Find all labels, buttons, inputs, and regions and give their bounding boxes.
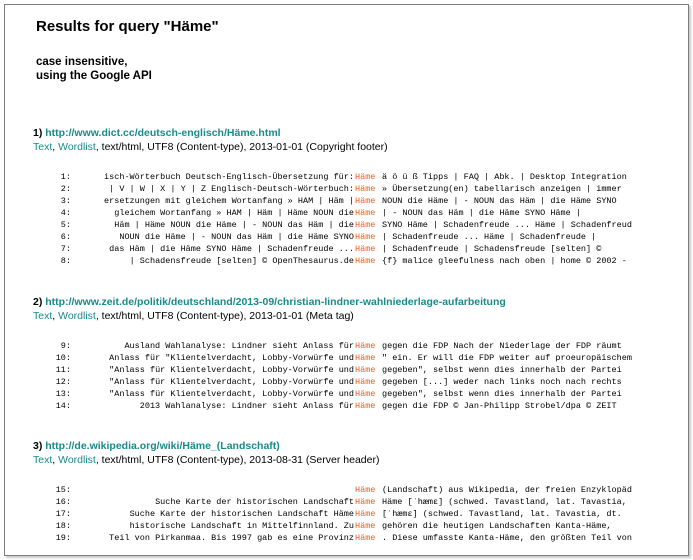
kwic-line	[5, 352, 688, 364]
result-number: 1)	[33, 127, 43, 139]
result-meta-info: , text/html, UTF8 (Content-type), 2013-01-01 (Copyright footer)	[95, 141, 388, 153]
line-number: 16:	[55, 497, 71, 507]
left-context: 2013 Wahlanalyse: Lindner sieht Anlass für	[139, 401, 354, 411]
result-meta: Text, Wordlist, text/html, UTF8 (Content-type), 2013-01-01 (Meta tag)	[33, 310, 354, 322]
kwic-line	[5, 400, 688, 412]
keyword-match: Häme	[355, 353, 376, 363]
keyword-match: Häme	[355, 220, 376, 230]
kwic-line	[5, 195, 688, 207]
keyword-match: Häme	[355, 389, 376, 399]
kwic-line	[5, 496, 688, 508]
text-link[interactable]: Text	[33, 141, 53, 153]
right-context: NOUN die Häme | - NOUN das Häm | die Häme SYNO	[382, 196, 617, 206]
left-context: | V | W | X | Y | Z Englisch-Deutsch-Wörterbuch:	[109, 184, 354, 194]
result-meta: Text, Wordlist, text/html, UTF8 (Content-type), 2013-01-01 (Copyright footer)	[33, 141, 388, 153]
result-heading	[33, 127, 281, 139]
right-context: gegen die FDP Nach der Niederlage der FDP räumt	[382, 341, 622, 351]
wordlist-link[interactable]: Wordlist	[58, 454, 96, 466]
right-context: (Landschaft) aus Wikipedia, der freien Enzyklopäd	[382, 485, 632, 495]
result-number: 3)	[33, 440, 43, 452]
left-context: "Anlass für Klientelverdacht, Lobby-Vorwürfe und	[109, 365, 354, 375]
keyword-match: Häme	[355, 172, 376, 182]
left-context: historische Landschaft in Mittelfinnland. Zu	[129, 521, 354, 531]
kwic-line	[5, 243, 688, 255]
line-number: 4:	[60, 208, 71, 218]
left-context: NOUN die Häme | - NOUN das Häm | die Häme SYNO	[119, 232, 354, 242]
wordlist-link[interactable]: Wordlist	[58, 310, 96, 322]
text-link[interactable]: Text	[33, 310, 53, 322]
right-context: {f} malice gleefulness nach oben | home © 2002 -	[382, 256, 627, 266]
keyword-match: Häme	[355, 256, 376, 266]
left-context: Suche Karte der historischen Landschaft	[155, 497, 354, 507]
line-number: 7:	[60, 244, 71, 254]
keyword-match: Häme	[355, 497, 376, 507]
right-context: . Diese umfasste Kanta-Häme, den größten Teil von	[382, 533, 632, 543]
result-heading	[33, 296, 506, 308]
kwic-line	[5, 532, 688, 544]
result-url-link[interactable]: http://www.zeit.de/politik/deutschland/2013-09/christian-lindner-wahlniederlage-aufarbeitung	[45, 296, 506, 308]
line-number: 2:	[60, 184, 71, 194]
keyword-match: Häme	[355, 521, 376, 531]
kwic-line	[5, 340, 688, 352]
kwic-line	[5, 255, 688, 267]
keyword-match: Häme	[355, 244, 376, 254]
line-number: 6:	[60, 232, 71, 242]
line-number: 17:	[55, 509, 71, 519]
kwic-line	[5, 207, 688, 219]
keyword-match: Häme	[355, 341, 376, 351]
keyword-match: Häme	[355, 509, 376, 519]
right-context: gegeben", selbst wenn dies innerhalb der Partei	[382, 389, 622, 399]
right-context: gegeben [...] weder nach links noch nach rechts	[382, 377, 622, 387]
left-context: | Schadensfreude [selten] © OpenThesaurus.de	[129, 256, 354, 266]
kwic-line	[5, 508, 688, 520]
kwic-block	[5, 484, 688, 544]
kwic-line	[5, 520, 688, 532]
line-number: 15:	[55, 485, 71, 495]
line-number: 5:	[60, 220, 71, 230]
keyword-match: Häme	[355, 196, 376, 206]
keyword-match: Häme	[355, 208, 376, 218]
keyword-match: Häme	[355, 184, 376, 194]
result-number: 2)	[33, 296, 43, 308]
result-meta: Text, Wordlist, text/html, UTF8 (Content-type), 2013-08-31 (Server header)	[33, 454, 380, 466]
right-context: | - NOUN das Häm | die Häme SYNO Häme |	[382, 208, 581, 218]
right-context: " ein. Er will die FDP weiter auf proeuropäischem	[382, 353, 632, 363]
line-number: 11:	[55, 365, 71, 375]
keyword-match: Häme	[355, 232, 376, 242]
right-context: | Schadenfreude | Schadensfreude [selten] ©	[382, 244, 602, 254]
left-context: Suche Karte der historischen Landschaft Häme	[129, 509, 354, 519]
subtitle-api: using the Google API	[36, 70, 152, 82]
kwic-line	[5, 364, 688, 376]
wordlist-link[interactable]: Wordlist	[58, 141, 96, 153]
right-context: gegen die FDP © Jan-Philipp Strobel/dpa © ZEIT	[382, 401, 617, 411]
line-number: 13:	[55, 389, 71, 399]
line-number: 1:	[60, 172, 71, 182]
kwic-line	[5, 231, 688, 243]
keyword-match: Häme	[355, 377, 376, 387]
text-link[interactable]: Text	[33, 454, 53, 466]
right-context: gehören die heutigen Landschaften Kanta-Häme,	[382, 521, 612, 531]
line-number: 14:	[55, 401, 71, 411]
line-number: 9:	[60, 341, 71, 351]
line-number: 12:	[55, 377, 71, 387]
right-context: » Übersetzung(en) tabellarisch anzeigen | immer	[382, 184, 622, 194]
line-number: 8:	[60, 256, 71, 266]
keyword-match: Häme	[355, 485, 376, 495]
left-context: "Anlass für Klientelverdacht, Lobby-Vorwürfe und	[109, 377, 354, 387]
right-context: Häme [ˈhæmɛ] (schwed. Tavastland, lat. Tavastia,	[382, 497, 627, 507]
left-context: Teil von Pirkanmaa. Bis 1997 gab es eine Provinz	[109, 533, 354, 543]
result-meta-info: , text/html, UTF8 (Content-type), 2013-01-01 (Meta tag)	[95, 310, 354, 322]
left-context: Häm | Häme NOUN die Häme | - NOUN das Häm | die	[114, 220, 354, 230]
left-context: Anlass für "Klientelverdacht, Lobby-Vorwürfe und	[109, 353, 354, 363]
keyword-match: Häme	[355, 365, 376, 375]
right-context: | Schadenfreude ... Häme | Schadenfreude |	[382, 232, 597, 242]
line-number: 18:	[55, 521, 71, 531]
left-context: "Anlass für Klientelverdacht, Lobby-Vorwürfe und	[109, 389, 354, 399]
right-context: gegeben", selbst wenn dies innerhalb der Partei	[382, 365, 622, 375]
line-number: 19:	[55, 533, 71, 543]
left-context: gleichem Wortanfang » HAM | Häm | Häme NOUN die	[114, 208, 354, 218]
line-number: 10:	[55, 353, 71, 363]
kwic-block	[5, 340, 688, 412]
keyword-match: Häme	[355, 533, 376, 543]
kwic-line	[5, 171, 688, 183]
kwic-line	[5, 388, 688, 400]
page-title: Results for query "Häme"	[36, 18, 219, 35]
result-heading	[33, 440, 280, 452]
kwic-line	[5, 219, 688, 231]
kwic-line	[5, 183, 688, 195]
line-number: 3:	[60, 196, 71, 206]
right-context: SYNO Häme | Schadenfreude ... Häme | Schadenfreud	[382, 220, 632, 230]
right-context: [ˈhæmɛ] (schwed. Tavastland, lat. Tavastia, dt.	[382, 509, 622, 519]
left-context: Ausland Wahlanalyse: Lindner sieht Anlass für	[124, 341, 354, 351]
kwic-block	[5, 171, 688, 267]
subtitle-case: case insensitive,	[36, 56, 128, 68]
left-context: das Häm | die Häme SYNO Häme | Schadenfreude ...	[109, 244, 354, 254]
keyword-match: Häme	[355, 401, 376, 411]
left-context: ersetzungen mit gleichem Wortanfang » HAM | Häm |	[104, 196, 354, 206]
right-context: ä ö ü ß Tipps | FAQ | Abk. | Desktop Integration	[382, 172, 627, 182]
result-url-link[interactable]: http://de.wikipedia.org/wiki/Häme_(Landschaft)	[45, 440, 280, 452]
result-meta-info: , text/html, UTF8 (Content-type), 2013-08-31 (Server header)	[95, 454, 380, 466]
left-context: isch-Wörterbuch Deutsch-Englisch-Übersetzung für:	[104, 172, 354, 182]
results-panel	[4, 4, 689, 556]
result-url-link[interactable]: http://www.dict.cc/deutsch-englisch/Häme.html	[45, 127, 281, 139]
kwic-line	[5, 484, 688, 496]
kwic-line	[5, 376, 688, 388]
